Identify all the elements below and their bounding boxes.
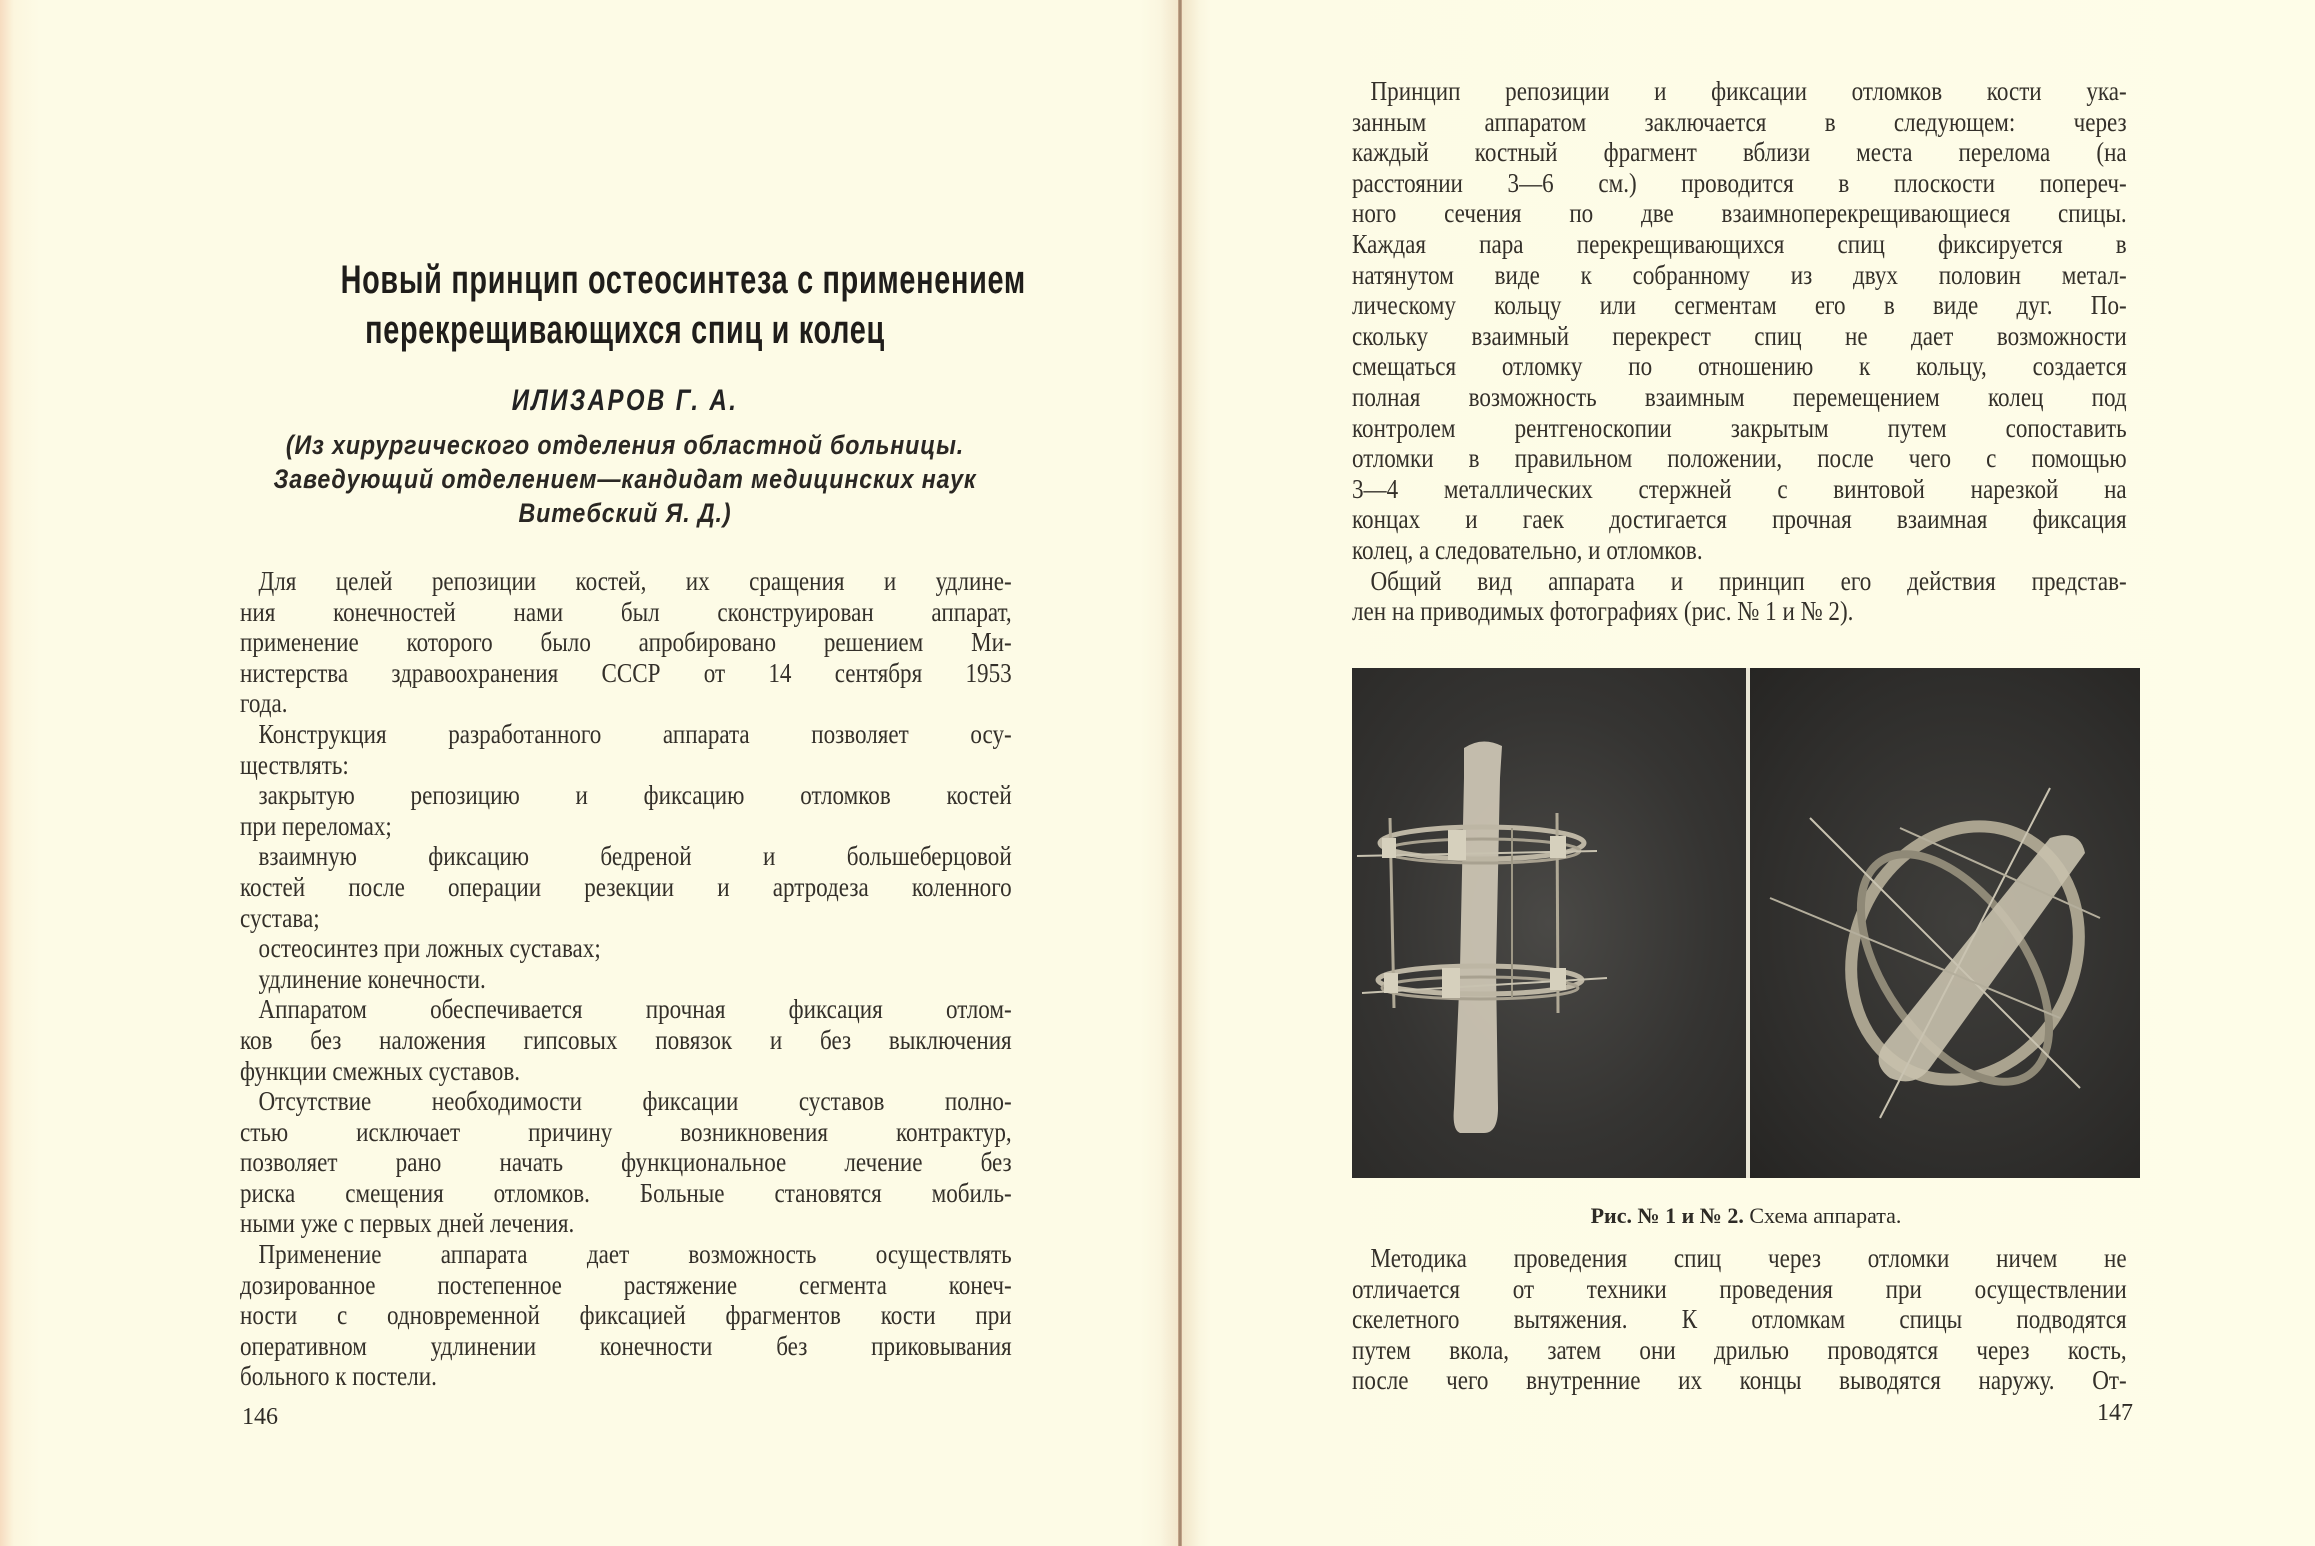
text-line: функции смежных суставов. <box>240 1054 521 1086</box>
text-line: отличается от техники проведения при осуществлении <box>1352 1272 2127 1304</box>
text-line: Принцип репозиции и фиксации отломков кости ука- <box>1370 75 2127 106</box>
title-line: Новый принцип остеосинтеза с применением <box>340 258 1026 302</box>
text-line: ного сечения по две взаимноперекрещивающиеся спицы. <box>1352 197 2127 229</box>
text-line: удлинение конечности. <box>258 962 486 994</box>
text-line: года. <box>240 687 288 719</box>
text-line: концах и гаек достигается прочная взаимная фиксация <box>1352 503 2127 535</box>
text-line: позволяет рано начать функциональное лечение без <box>240 1146 1012 1178</box>
text-line: дозированное постепенное растяжение сегмента конеч- <box>240 1268 1012 1300</box>
text-line: оперативном удлинении конечности без приковывания <box>240 1329 1012 1361</box>
figure-caption <box>1352 1203 2140 1229</box>
text-line: при переломах; <box>240 809 392 841</box>
affiliation-line: Заведующий отделением—кандидат медицинских наук <box>273 464 977 494</box>
text-line: занным аппаратом заключается в следующем: через <box>1352 105 2127 137</box>
affiliation-line: Витебский Я. Д.) <box>518 498 732 528</box>
text-line: скелетного вытяжения. К отломкам спицы подводятся <box>1352 1303 2127 1335</box>
book-spine <box>1178 0 1182 1546</box>
text-line: после чего внутренние их концы выводятся наружу. От- <box>1352 1364 2127 1396</box>
left-body-text <box>240 566 1012 1392</box>
photo-apparatus-side <box>1352 668 1746 1178</box>
article-title <box>230 255 1026 355</box>
text-line: натянутом виде к собранному из двух половин метал- <box>1352 258 2127 290</box>
text-line: 3—4 металлических стержней с винтовой нарезкой на <box>1352 472 2127 504</box>
page-number-left: 146 <box>242 1404 278 1430</box>
text-line: Отсутствие необходимости фиксации суставов полно- <box>258 1085 1012 1117</box>
text-line: Аппаратом обеспечивается прочная фиксация отлом- <box>258 993 1012 1025</box>
title-line: перекрещивающихся спиц и колец <box>365 308 885 352</box>
text-line: смещаться отломку по отношению к кольцу, создается <box>1352 350 2127 382</box>
text-line: костей после операции резекции и артродеза коленного <box>240 870 1012 902</box>
text-line: Для целей репозиции костей, их сращения и удлине- <box>258 565 1012 596</box>
text-line: путем вкола, затем они дрилью проводятся через кость, <box>1352 1333 2127 1365</box>
text-line: остеосинтез при ложных суставах; <box>258 932 601 964</box>
caption-text: Схема аппарата. <box>1749 1203 1902 1228</box>
text-line: стью исключает причину возникновения контрактур, <box>240 1115 1012 1147</box>
text-line: применение которого было апробировано решением Ми- <box>240 626 1012 658</box>
author: ИЛИЗАРОВ Г. А. <box>511 384 739 417</box>
text-line: ности с одновременной фиксацией фрагментов кости при <box>240 1299 1012 1331</box>
text-line: Методика проведения спиц через отломки ничем не <box>1370 1242 2127 1273</box>
affiliation <box>210 428 1040 530</box>
text-line: каждый костный фрагмент вблизи места перелома (на <box>1352 136 2127 168</box>
text-line: ния конечностей нами был сконструирован аппарат, <box>240 595 1012 627</box>
affiliation-line: (Из хирургического отделения областной больницы. <box>285 430 965 460</box>
text-line: взаимную фиксацию бедреной и большеберцовой <box>258 840 1012 872</box>
text-line: лическому кольцу или сегментам его в виде дуг. По- <box>1352 289 2127 321</box>
text-line: Общий вид аппарата и принцип его действия представ- <box>1370 564 2127 596</box>
caption-label: Рис. № 1 и № 2. <box>1590 1203 1744 1228</box>
text-line: нистерства здравоохранения СССР от 14 сентября 1953 <box>240 656 1012 688</box>
figure-photos <box>1352 668 2140 1178</box>
photo-apparatus-rings <box>1750 668 2140 1178</box>
right-body-text-bottom <box>1352 1243 2127 1396</box>
text-line: Конструкция разработанного аппарата позволяет осу- <box>258 717 1012 749</box>
text-line: отломки в правильном положении, после чего с помощью <box>1352 442 2127 474</box>
text-line: сустава; <box>240 901 320 933</box>
text-line: ков без наложения гипсовых повязок и без выключения <box>240 1023 1012 1055</box>
right-body-text-top <box>1352 76 2127 627</box>
text-line: закрытую репозицию и фиксацию отломков костей <box>258 779 1012 811</box>
text-line: Применение аппарата дает возможность осуществлять <box>258 1238 1012 1270</box>
text-line: скольку взаимный перекрест спиц не дает возможности <box>1352 319 2127 351</box>
text-line: ществлять: <box>240 748 349 780</box>
text-line: больного к постели. <box>240 1360 437 1392</box>
text-line: расстоянии 3—6 см.) проводится в плоскости попереч- <box>1352 166 2127 198</box>
text-line: колец, а следовательно, и отломков. <box>1352 533 1703 565</box>
text-line: риска смещения отломков. Больные становятся мобиль- <box>240 1176 1012 1208</box>
text-line: полная возможность взаимным перемещением колец под <box>1352 380 2127 412</box>
text-line: лен на приводимых фотографиях (рис. № 1 и № 2). <box>1352 595 1854 627</box>
text-line: контролем рентгеноскопии закрытым путем сопоставить <box>1352 411 2127 443</box>
text-line: ными уже с первых дней лечения. <box>240 1207 575 1239</box>
text-line: Каждая пара перекрещивающихся спиц фиксируется в <box>1352 227 2127 259</box>
page-number-right: 147 <box>2097 1400 2133 1426</box>
